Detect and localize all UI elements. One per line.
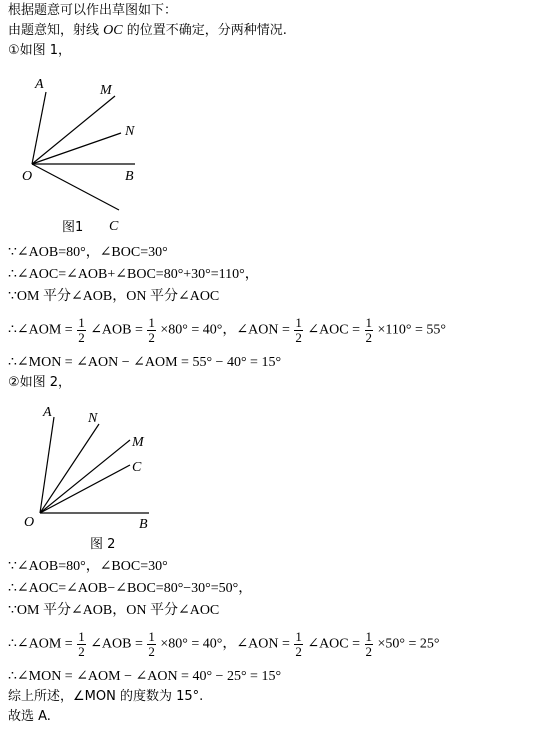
ray-om [32, 96, 115, 164]
ray-oc [40, 465, 130, 513]
fraction-half [77, 630, 86, 659]
frac-den: 2 [148, 644, 155, 659]
c1-aoc-eq: ∠AOC = [307, 322, 361, 338]
frac-den: 2 [365, 330, 373, 345]
case1-given: ∵∠AOB=80°，∠BOC=30° [8, 245, 168, 260]
frac-num: 1 [365, 315, 373, 330]
case2-given: ∵∠AOB=80°，∠BOC=30° [8, 559, 168, 574]
cases-note-a: 由题意知，射线 [8, 23, 104, 38]
figure-2 [0, 394, 200, 544]
label-a: A [43, 405, 52, 420]
label-b: B [139, 517, 148, 532]
frac-den: 2 [78, 644, 85, 659]
c1-aob-eq: ∠AOB = [90, 322, 143, 338]
case2-heading: ②如图 2， [8, 375, 72, 390]
answer: 故选 A. [8, 709, 51, 724]
case2-bisectors: ∵OM 平分∠AOB，ON 平分∠AOC [8, 603, 220, 618]
cases-note-c: 的位置不确定，分两种情况. [122, 23, 287, 38]
frac-den: 2 [365, 644, 373, 659]
frac-num: 1 [78, 629, 85, 644]
frac-num: 1 [295, 315, 302, 330]
ray-oc: OC [103, 23, 123, 38]
case2-half-angles [8, 630, 440, 659]
figure-1 [0, 60, 200, 240]
c2-aoc-eq: ∠AOC = [307, 636, 361, 652]
ray-oc [32, 164, 119, 210]
frac-den: 2 [295, 330, 302, 345]
ray-on [32, 133, 121, 164]
case2-aoc: ∴∠AOC=∠AOB−∠BOC=80°−30°=50°， [8, 581, 253, 596]
fraction-half [294, 316, 303, 345]
c2-aob-eq: ∠AOB = [90, 636, 143, 652]
label-o: O [24, 515, 35, 530]
ray-om [40, 440, 130, 513]
label-o: O [22, 169, 33, 184]
frac-num: 1 [148, 629, 155, 644]
c2-aon-eq: ×80° = 40°，∠AON = [160, 636, 290, 652]
case1-bisectors: ∵OM 平分∠AOB，ON 平分∠AOC [8, 289, 220, 304]
fraction-half [147, 630, 156, 659]
frac-num: 1 [365, 629, 373, 644]
frac-den: 2 [78, 330, 85, 345]
label-b: B [125, 169, 134, 184]
fraction-half [294, 630, 303, 659]
c1-aom-eq: ∴∠AOM = [8, 322, 73, 338]
c1-aon-eq: ×80° = 40°，∠AON = [160, 322, 290, 338]
ray-on [40, 424, 99, 513]
cases-note [8, 22, 287, 40]
case1-aoc: ∴∠AOC=∠AOB+∠BOC=80°+30°=110°， [8, 267, 259, 282]
label-c: C [109, 219, 119, 234]
frac-num: 1 [78, 315, 85, 330]
case1-mon: ∴∠MON = ∠AON − ∠AOM = 55° − 40° = 15° [8, 355, 282, 370]
fraction-half [365, 316, 374, 345]
intro-line: 根据题意可以作出草图如下： [8, 3, 178, 18]
label-n: N [125, 124, 135, 139]
frac-num: 1 [148, 315, 155, 330]
case2-mon: ∴∠MON = ∠AOM − ∠AON = 40° − 25° = 15° [8, 669, 282, 684]
frac-den: 2 [148, 330, 155, 345]
c1-result: ×110° = 55° [377, 322, 446, 338]
frac-num: 1 [295, 629, 302, 644]
label-a: A [35, 77, 44, 92]
figure-2-caption: 图 2 [90, 537, 116, 552]
c2-aom-eq: ∴∠AOM = [8, 636, 73, 652]
case1-heading: ①如图 1， [8, 43, 72, 58]
figure-1-caption: 图1 [62, 220, 84, 235]
case1-half-angles [8, 316, 446, 345]
label-m: M [132, 435, 144, 450]
fraction-half [77, 316, 86, 345]
conclusion: 综上所述，∠MON 的度数为 15°. [8, 689, 204, 704]
ray-oa [32, 92, 46, 164]
label-c: C [132, 460, 142, 475]
frac-den: 2 [295, 644, 302, 659]
fraction-half [365, 630, 374, 659]
ray-oa [40, 417, 54, 513]
label-m: M [100, 83, 112, 98]
label-n: N [88, 411, 98, 426]
c2-result: ×50° = 25° [377, 636, 440, 652]
fraction-half [147, 316, 156, 345]
